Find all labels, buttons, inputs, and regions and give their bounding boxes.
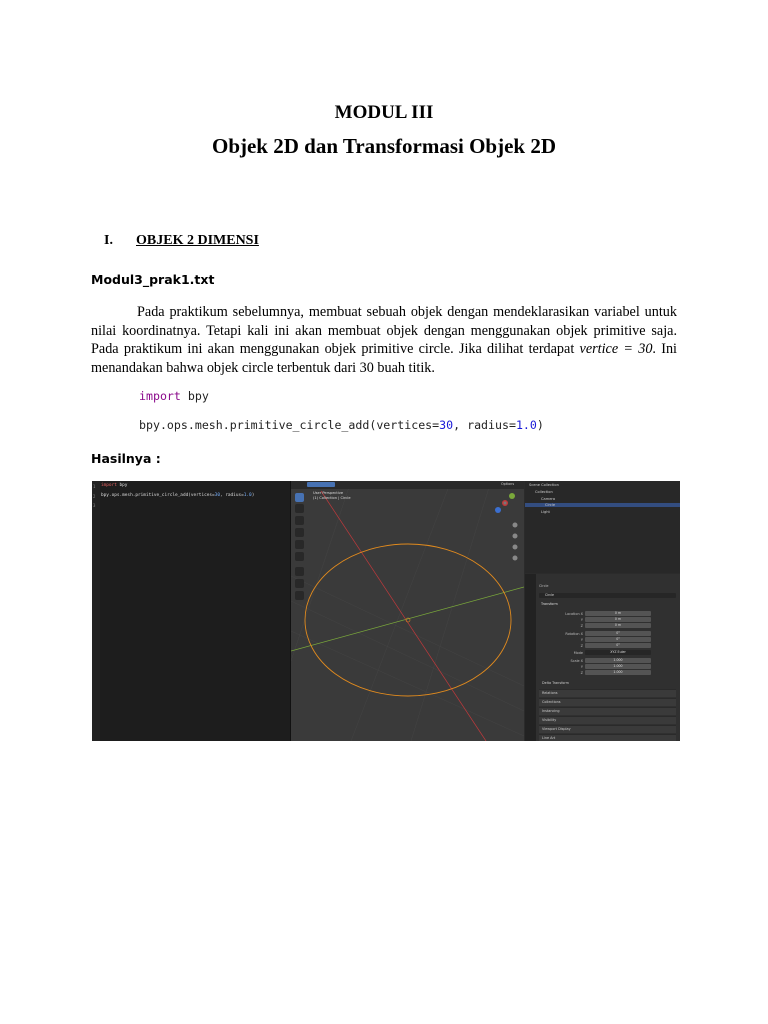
rotation-mode-dropdown[interactable]	[585, 650, 651, 655]
panel-label: Delta Transform	[542, 681, 569, 685]
select-tool-icon[interactable]	[295, 493, 304, 502]
measure-tool-icon[interactable]	[295, 579, 304, 588]
rotate-tool-icon[interactable]	[295, 528, 304, 537]
field-value: 0°	[616, 637, 620, 641]
3d-viewport[interactable]	[291, 481, 524, 741]
rotation-z-field[interactable]	[585, 643, 651, 648]
field-value: 1.000	[613, 658, 623, 662]
section-number: I.	[104, 233, 113, 248]
paragraph-text-1: Pada praktikum sebelumnya, membuat sebuah objek dengan mendeklarasikan variabel untuk nilai koordinatnya. Tetapi kali ini akan membuat objek dengan menggunakan objek primitive saja. Pada praktikum ini akan menggunakan objek primitive circle. Jika dilihat terdapat	[91, 304, 677, 357]
object-name-field[interactable]	[539, 593, 676, 598]
code-number: 30	[439, 418, 454, 432]
mode-selector[interactable]	[307, 482, 335, 487]
annotate-tool-icon[interactable]	[295, 567, 304, 576]
rotation-x-field[interactable]	[585, 631, 651, 636]
scale-x-field[interactable]	[585, 658, 651, 663]
field-value: 0 m	[614, 623, 622, 627]
add-cube-tool-icon[interactable]	[295, 591, 304, 600]
code-text: , radius=	[453, 418, 516, 432]
panel-line-art[interactable]	[539, 734, 676, 741]
property-label: Z	[580, 644, 583, 648]
outliner-scene-collection[interactable]: Scene Collection	[529, 483, 559, 487]
field-value: 1.000	[613, 670, 623, 674]
property-label: Scale X	[570, 659, 583, 663]
move-tool-icon[interactable]	[295, 516, 304, 525]
property-label: Z	[580, 671, 583, 675]
rotation-y-field[interactable]	[585, 637, 651, 642]
viewport-nav-buttons[interactable]	[513, 523, 518, 561]
properties-editor	[525, 574, 680, 741]
panel-relations[interactable]	[539, 689, 676, 697]
y-axis-line	[291, 587, 524, 651]
line-number: 2	[93, 494, 96, 499]
code-text: bpy	[180, 389, 209, 403]
panel-label: Collections	[542, 700, 561, 704]
circle-object[interactable]	[305, 544, 511, 696]
viewport-canvas	[291, 481, 524, 741]
scale-y-field[interactable]	[585, 664, 651, 669]
panel-collections[interactable]	[539, 698, 676, 706]
property-label: Location X	[565, 612, 583, 616]
transform-tool-icon[interactable]	[295, 552, 304, 561]
editor-text: bpy	[116, 483, 128, 488]
module-number: MODUL III	[334, 102, 434, 123]
object-name-value: Circle	[545, 593, 554, 597]
text-editor	[92, 481, 291, 741]
field-value: XYZ Euler	[610, 650, 626, 654]
property-label: Z	[580, 624, 583, 628]
blender-screenshot	[92, 481, 680, 741]
location-y-field[interactable]	[585, 617, 651, 622]
viewport-perspective-label: User Perspective	[313, 491, 344, 495]
property-label: Y	[580, 618, 583, 622]
editor-code-line	[101, 493, 254, 498]
editor-text: )	[251, 493, 255, 498]
viewport-header	[291, 481, 524, 489]
editor-keyword: import	[101, 483, 117, 488]
property-label: Y	[580, 665, 583, 669]
result-label: Hasilnya :	[91, 451, 161, 466]
panel-label: Visibility	[542, 718, 557, 722]
module-title: Objek 2D dan Transformasi Objek 2D	[211, 134, 556, 158]
property-label: Mode	[573, 651, 583, 655]
code-text: bpy.ops.mesh.primitive_circle_add(vertices=	[139, 418, 440, 432]
panel-label: Viewport Display	[542, 727, 571, 731]
scale-tool-icon[interactable]	[295, 540, 304, 549]
panel-delta-transform[interactable]	[539, 680, 676, 687]
panel-label: Line Art	[542, 736, 556, 740]
navigation-gizmo[interactable]	[495, 493, 515, 513]
line-gutter	[92, 481, 100, 741]
outliner-item-circle[interactable]: Circle	[525, 503, 680, 507]
line-number: 1	[93, 484, 96, 489]
line-number: 3	[93, 503, 96, 508]
code-text: )	[536, 418, 544, 432]
editor-number: 30	[214, 493, 220, 498]
editor-code-line	[101, 483, 127, 488]
file-name: Modul3_prak1.txt	[91, 272, 215, 287]
viewport-info	[313, 491, 351, 501]
outliner-item-camera[interactable]: Camera	[541, 497, 556, 501]
panel-label: Relations	[542, 691, 558, 695]
code-number: 1.0	[515, 418, 537, 432]
field-value: 0°	[616, 643, 620, 647]
scale-z-field[interactable]	[585, 670, 651, 675]
panel-instancing[interactable]	[539, 707, 676, 715]
section-title: OBJEK 2 DIMENSI	[136, 233, 259, 248]
location-x-field[interactable]	[585, 611, 651, 616]
property-label: Rotation X	[565, 632, 583, 636]
property-label: Y	[580, 638, 583, 642]
field-value: 1.000	[613, 664, 623, 668]
field-value: 0 m	[614, 611, 622, 615]
editor-text: , radius=	[219, 493, 244, 498]
viewport-options[interactable]: Options	[501, 482, 515, 486]
outliner-item-light[interactable]: Light	[541, 510, 550, 514]
code-line-2	[139, 418, 544, 432]
viewport-collection-label: (1) Collection | Circle	[313, 496, 351, 500]
paragraph-italic: vertice = 30	[579, 341, 653, 357]
panel-visibility[interactable]	[539, 716, 676, 724]
code-keyword: import	[139, 389, 181, 403]
paragraph-text-2: . Ini menandakan bahwa objek circle terbentuk dari 30 buah titik.	[91, 341, 677, 376]
editor-text: bpy.ops.mesh.primitive_circle_add(vertices=	[101, 493, 215, 498]
field-value: 0°	[616, 631, 620, 635]
field-value: 0 m	[614, 617, 622, 621]
grid-lines	[291, 481, 524, 741]
code-line-1	[139, 389, 209, 403]
location-z-field[interactable]	[585, 623, 651, 628]
editor-number: 1.0	[243, 493, 252, 498]
cursor-tool-icon[interactable]	[295, 504, 304, 513]
outliner-collection[interactable]: Collection	[535, 490, 553, 494]
body-paragraph	[91, 303, 677, 377]
panel-label: Instancing	[542, 709, 560, 713]
outliner	[525, 481, 680, 573]
panel-viewport-display[interactable]	[539, 725, 676, 733]
transform-panel-header[interactable]: Transform	[541, 602, 558, 606]
properties-tabs[interactable]	[525, 574, 536, 741]
properties-object-name: Circle	[539, 584, 549, 588]
x-axis-line	[321, 491, 486, 741]
